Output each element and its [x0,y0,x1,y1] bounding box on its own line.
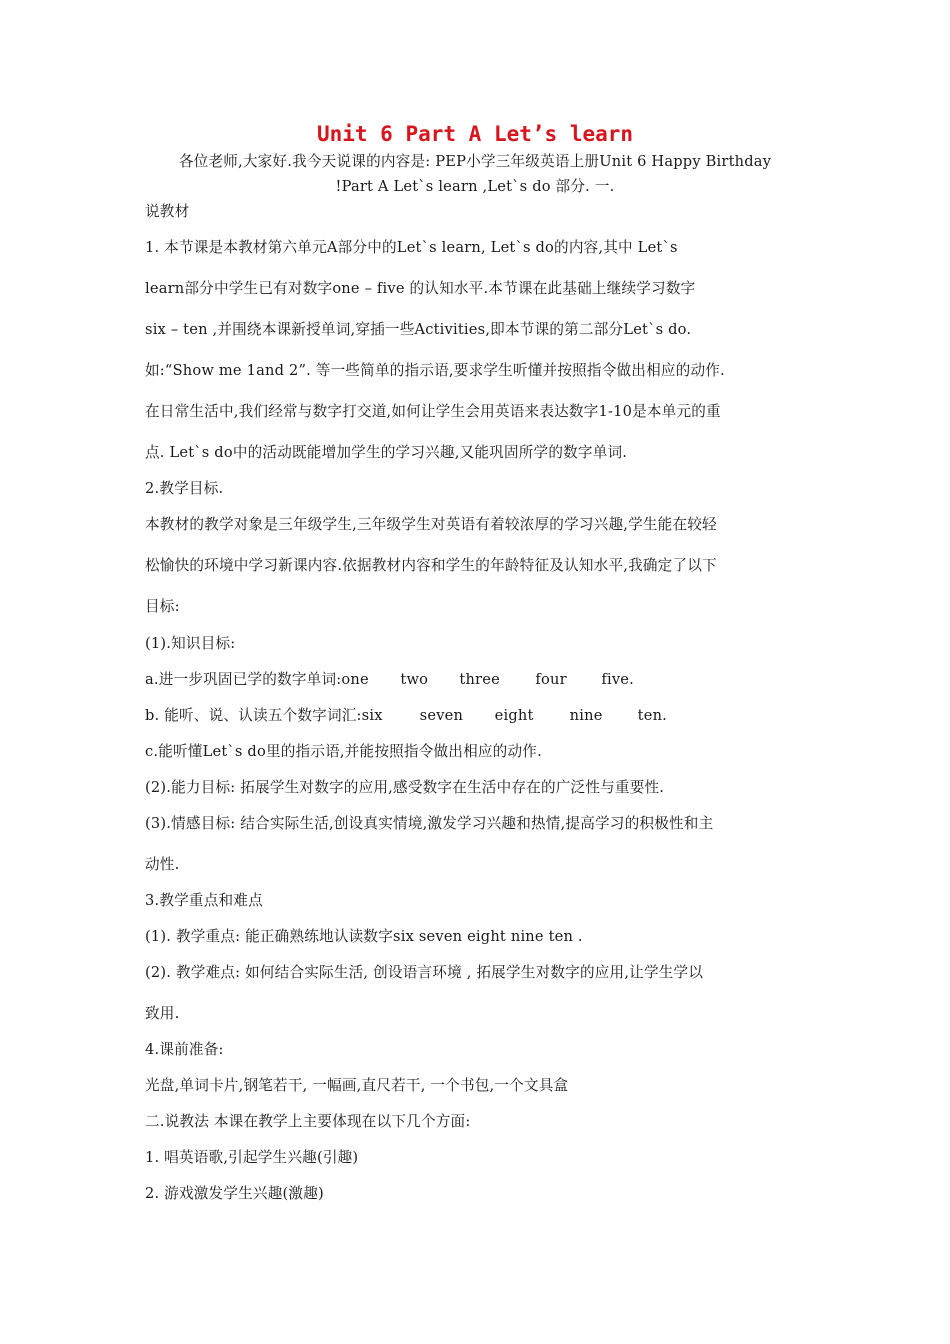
key-point: (1). 教学重点: 能正确熟练地认读数字six seven eight nine ten . [145,928,583,945]
para-1-line-2: learn部分中学生已有对数字one – five 的认知水平.本节课在此基础上继续学习数字 [145,280,696,297]
word-eight: eight [494,707,534,724]
intro-line-1: 各位老师,大家好.我今天说课的内容是: PEP小学三年级英语上册Unit 6 Happy Birthday [178,153,772,170]
word-one: one [341,671,369,688]
knowledge-b-prefix: b. 能听、说、认读五个数字词汇: [145,707,362,724]
method-item-1: 1. 唱英语歌,引起学生兴趣(引趣) [145,1149,359,1166]
knowledge-item-b [145,706,667,726]
para-1-line-5: 在日常生活中,我们经常与数字打交道,如何让学生会用英语来表达数字1-10是本单元的重 [145,403,721,420]
word-three: three [459,671,500,688]
knowledge-heading: (1).知识目标: [145,635,236,652]
word-two: two [400,671,429,688]
emotion-goal-line-2: 动性. [145,856,180,873]
knowledge-item-a [145,670,634,690]
word-seven: seven [419,707,464,724]
para-1-line-3: six – ten ,并围绕本课新授单词,穿插一些Activities,即本节课的第二部分Let`s do. [145,321,692,338]
ability-goal: (2).能力目标: 拓展学生对数字的应用,感受数字在生活中存在的广泛性与重要性. [145,779,665,796]
para-2-line-3: 目标: [145,598,180,615]
preparation-items: 光盘,单词卡片,钢笔若干, 一幅画,直尺若干, 一个书包,一个文具盒 [145,1077,569,1094]
section-heading-objectives: 2.教学目标. [145,480,224,497]
section-heading-textbook: 说教材 [145,203,190,220]
para-2-line-2: 松愉快的环境中学习新课内容.依据教材内容和学生的年龄特征及认知水平,我确定了以下 [145,557,717,574]
section-heading-key-points: 3.教学重点和难点 [145,892,263,909]
word-five: five. [601,671,634,688]
word-nine: nine [569,707,603,724]
word-ten: ten. [637,707,668,724]
difficulty-line-1: (2). 教学难点: 如何结合实际生活, 创设语言环境 , 拓展学生对数字的应用,让学生学以 [145,964,704,981]
para-1-line-6: 点. Let`s do中的活动既能增加学生的学习兴趣,又能巩固所学的数字单词. [145,444,628,461]
word-four: four [535,671,567,688]
section-heading-preparation: 4.课前准备: [145,1041,224,1058]
difficulty-line-2: 致用. [145,1005,180,1022]
knowledge-a-prefix: a.进一步巩固已学的数字单词: [145,671,342,688]
para-1-line-4: 如:“Show me 1and 2”. 等一些简单的指示语,要求学生听懂并按照指令做出相应的动作. [145,362,725,379]
para-2-line-1: 本教材的教学对象是三年级学生,三年级学生对英语有着较浓厚的学习兴趣,学生能在较轻 [145,516,717,533]
section-heading-methods: 二.说教法 本课在教学上主要体现在以下几个方面: [145,1113,471,1130]
word-six: six [361,707,383,724]
knowledge-item-c: c.能听懂Let`s do里的指示语,并能按照指令做出相应的动作. [145,743,542,760]
document-title: Unit 6 Part A Let’s learn [316,122,634,146]
intro-line-2: !Part A Let`s learn ,Let`s do 部分. 一. [335,178,615,195]
method-item-2: 2. 游戏激发学生兴趣(激趣) [145,1185,324,1202]
emotion-goal-line-1: (3).情感目标: 结合实际生活,创设真实情境,激发学习兴趣和热情,提高学习的积极性和主 [145,815,714,832]
para-1-line-1: 1. 本节课是本教材第六单元A部分中的Let`s learn, Let`s do的内容,其中 Let`s [145,239,678,256]
